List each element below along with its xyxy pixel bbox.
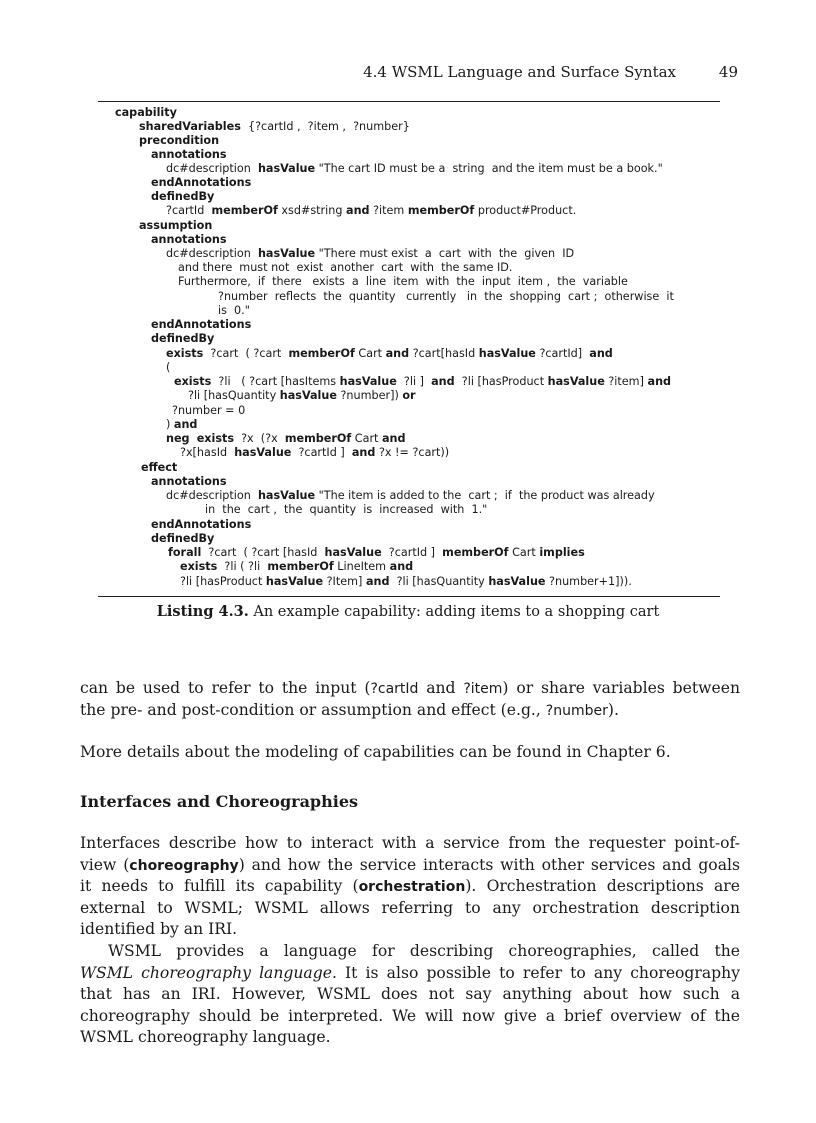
text-line: Interfaces describe how to interact with a service from the requester point-of- [80,834,740,852]
caption-label: Listing 4.3. [156,603,249,620]
page-number: 49 [718,63,738,81]
code-line: ?x[hasId hasValue ?cartId ] and ?x != ?cart)) [180,446,450,459]
code-line: is 0." [218,304,250,317]
code-line: and there must not exist another cart with the same ID. [178,261,513,274]
text-line: choreography should be interpreted. We will now give a brief overview of the [80,1006,740,1025]
section-heading: Interfaces and Choreographies [80,792,359,811]
code-line: capability [115,106,177,119]
code-line: exists ?li ( ?cart [hasItems hasValue ?li ] and ?li [hasProduct hasValue ?item] and [174,375,672,388]
code-line: sharedVariables {?cartId , ?item , ?number} [139,120,410,133]
caption-text: An example capability: adding items to a shopping cart [248,604,660,620]
listing-caption [0,603,816,620]
code-line: precondition [139,134,220,147]
code-line: annotations [151,233,227,246]
code-line: ?li [hasProduct hasValue ?Item] and ?li [hasQuantity hasValue ?number+1])). [180,575,632,588]
code-line: ?number = 0 [172,404,246,417]
code-line: ?cartId memberOf xsd#string and ?item memberOf product#Product. [166,204,577,217]
section-title: 4.4 WSML Language and Surface Syntax [363,63,676,81]
text-line: More details about the modeling of capabilities can be found in Chapter 6. [80,743,671,761]
code-line: endAnnotations [151,318,252,331]
code-line: assumption [139,219,213,232]
listing-bottom-rule [98,596,720,597]
paragraph [80,678,740,721]
code-line: annotations [151,475,227,488]
code-line: effect [141,461,178,474]
code-line: annotations [151,148,227,161]
code-line: exists ?li ( ?li memberOf LineItem and [180,560,414,573]
text-line: that has an IRI. However, WSML does not say anything about how such a [80,985,740,1004]
code-line: dc#description hasValue "The item is added to the cart ; if the product was already [166,489,655,502]
text-line: external to WSML; WSML allows referring to any orchestration description [80,898,740,917]
code-line: ) and [166,418,198,431]
code-line: endAnnotations [151,176,252,189]
code-line: ?number reflects the quantity currently in the shopping cart ; otherwise it [218,290,674,303]
paragraph [80,742,740,764]
text-line: WSML provides a language for describing choreographies, called the [108,942,740,960]
code-line: definedBy [151,190,215,203]
text-line: WSML choreography language. It is also possible to refer to any choreography [80,963,741,982]
code-line: ?li [hasQuantity hasValue ?number]) or [188,389,416,402]
code-line: definedBy [151,532,215,545]
running-header [0,63,816,85]
code-line: in the cart , the quantity is increased with 1." [205,503,488,516]
text-line: can be used to refer to the input (?cartId and ?item) or share variables between [80,679,740,697]
code-line: endAnnotations [151,518,252,531]
text-line: view (choreography) and how the service interacts with other services and goals [80,855,740,874]
text-line: WSML choreography language. [80,1028,331,1047]
code-line: exists ?cart ( ?cart memberOf Cart and ?cart[hasId hasValue ?cartId] and [166,347,613,360]
code-line: dc#description hasValue "There must exist a cart with the given ID [166,247,575,260]
code-line: definedBy [151,332,215,345]
code-line: ( [166,361,171,374]
code-line: dc#description hasValue "The cart ID must be a string and the item must be a book." [166,162,663,175]
text-line: it needs to fulfill its capability (orchestration). Orchestration descriptions are [80,877,740,896]
text-line: identified by an IRI. [80,920,238,939]
text-line: the pre- and post-condition or assumption and effect (e.g., ?number). [80,700,619,719]
code-line: forall ?cart ( ?cart [hasId hasValue ?cartId ] memberOf Cart implies [168,546,585,559]
listing-top-rule [98,101,720,102]
code-line: neg exists ?x (?x memberOf Cart and [166,432,406,445]
paragraph [80,833,740,941]
code-line: Furthermore, if there exists a line item with the input item , the variable [178,275,628,288]
paragraph [80,941,740,1049]
